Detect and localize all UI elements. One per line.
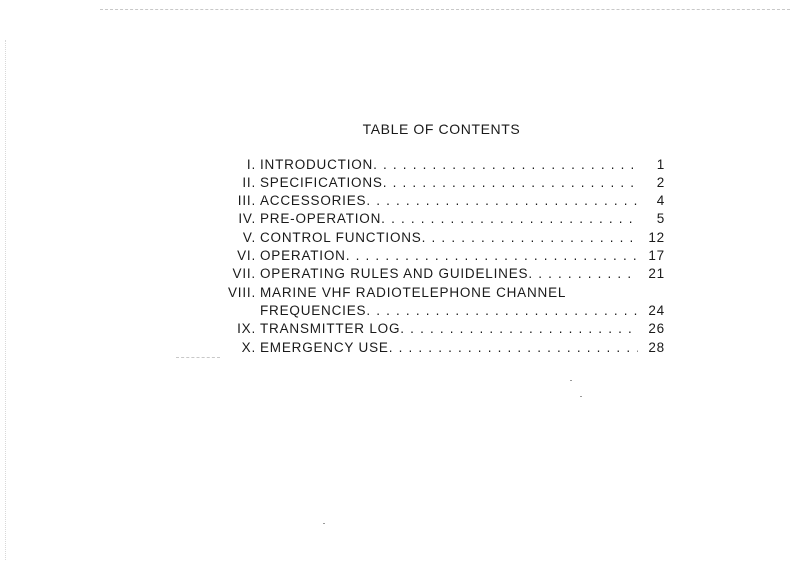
toc-entry	[0, 266, 793, 284]
toc-entry-label: PRE-OPERATION	[260, 211, 382, 226]
dot-leader	[373, 157, 638, 172]
toc-entry-label: OPERATING RULES AND GUIDELINES	[260, 266, 529, 281]
dot-leader	[528, 266, 638, 281]
toc-entry	[0, 321, 793, 339]
toc-entry	[0, 211, 793, 229]
toc-entry	[0, 285, 793, 303]
toc-entry-text	[260, 321, 638, 336]
toc-entry-number: IX.	[237, 321, 256, 336]
toc-entry-number: I.	[246, 157, 256, 172]
toc-entry-page: 17	[648, 248, 665, 263]
toc-entry-page: 28	[648, 340, 665, 355]
toc-entry-label: EMERGENCY USE	[260, 340, 389, 355]
toc-entry-number: II.	[242, 175, 256, 190]
toc-entry-number: IV.	[238, 211, 256, 226]
toc-entry-label: CONTROL FUNCTIONS	[260, 230, 422, 245]
toc-entry-page: 2	[656, 175, 665, 190]
dot-leader	[389, 340, 638, 355]
toc-entry-number: X.	[241, 340, 256, 355]
toc-entry-continuation	[0, 303, 793, 321]
toc-entry-page: 12	[648, 230, 665, 245]
toc-entry	[0, 340, 793, 358]
scan-speck	[580, 396, 582, 397]
toc-entry-label: MARINE VHF RADIOTELEPHONE CHANNEL	[260, 285, 567, 300]
toc-entry-page: 26	[648, 321, 665, 336]
scan-speck	[570, 380, 572, 381]
toc-entry-text	[260, 193, 638, 208]
toc-entry-label-continuation: FREQUENCIES	[260, 303, 367, 318]
toc-entry-text	[260, 230, 638, 245]
toc-entry	[0, 230, 793, 248]
toc-entry-text	[260, 303, 638, 318]
toc-entry-label: SPECIFICATIONS	[260, 175, 383, 190]
toc-entry-number: III.	[237, 193, 256, 208]
toc-entry-page: 21	[648, 266, 665, 281]
dot-leader	[381, 211, 638, 226]
toc-entry-text	[260, 157, 638, 172]
dot-leader	[422, 230, 638, 245]
toc-entry-label: INTRODUCTION	[260, 157, 374, 172]
dot-leader	[346, 248, 638, 263]
toc-entry-page: 4	[656, 193, 665, 208]
toc-entry-label: TRANSMITTER LOG	[260, 321, 401, 336]
toc-entry-page: 5	[656, 211, 665, 226]
scan-speck	[323, 523, 325, 524]
toc-entry	[0, 193, 793, 211]
toc-entry-number: VII.	[232, 266, 256, 281]
toc-entry	[0, 248, 793, 266]
dot-leader	[366, 193, 638, 208]
toc-entry-page: 1	[656, 157, 665, 172]
toc-entry-text	[260, 340, 638, 355]
toc-entry-text	[260, 266, 638, 281]
toc-entry-text	[260, 175, 638, 190]
toc-entry	[0, 175, 793, 193]
toc-entry	[0, 157, 793, 175]
toc-entry-number: VIII.	[227, 285, 256, 300]
toc-entry-number: V.	[242, 230, 256, 245]
document-title: TABLE OF CONTENTS	[362, 121, 521, 137]
dot-leader	[383, 175, 638, 190]
toc-entry-text	[260, 211, 638, 226]
toc-entry-page: 24	[648, 303, 665, 318]
toc-entry-label: OPERATION	[260, 248, 346, 263]
dot-leader	[366, 303, 638, 318]
dot-leader	[400, 321, 638, 336]
toc-entry-number: VI.	[237, 248, 256, 263]
toc-entry-text	[260, 248, 638, 263]
scan-edge-top	[100, 9, 790, 10]
toc-entry-label: ACCESSORIES	[260, 193, 367, 208]
